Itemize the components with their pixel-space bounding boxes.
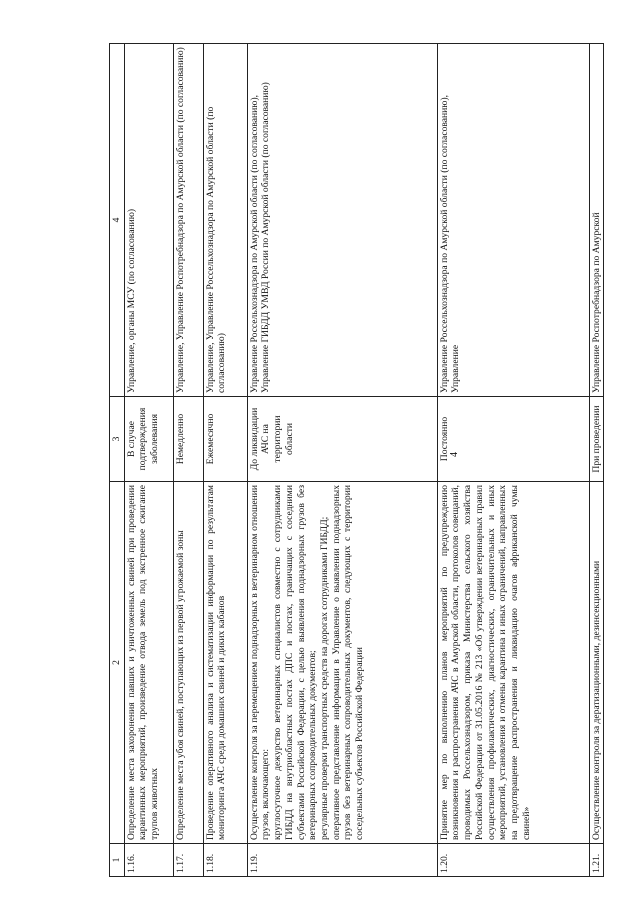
table-row bbox=[203, 44, 247, 877]
action-paragraph: Осуществление контроля за перемещением поднадзорных в ветеринарном отношении грузов, включающего: bbox=[248, 485, 272, 840]
row-term: Ежемесячно bbox=[203, 397, 247, 482]
table-row bbox=[124, 44, 173, 877]
header-col-1: 1 bbox=[110, 844, 125, 877]
rotated-table-container bbox=[109, 44, 601, 877]
row-number: 1.19. bbox=[247, 844, 437, 877]
row-executor: Управление Роспотребнадзора по Амурской bbox=[589, 44, 604, 397]
row-term: В случае подтверждения заболевания bbox=[124, 397, 173, 482]
row-action: Проведение оперативного анализа и систематизации информации по результатам мониторинга АЧС среди домашних свиней и диких кабанов bbox=[203, 482, 247, 844]
row-number: 1.17. bbox=[173, 844, 203, 877]
table-row bbox=[589, 44, 604, 877]
row-term: Постоянно bbox=[437, 397, 589, 482]
table-row bbox=[437, 44, 589, 877]
row-term: Немедленно bbox=[173, 397, 203, 482]
action-paragraph: оперативное представление информации в Управление о выявлении поднадзорных грузов без ветеринарных сопроводительных документов, следующих с территории соседельных субъектов Российской Федерации bbox=[330, 485, 366, 840]
row-action bbox=[247, 482, 437, 844]
row-action: Определение места убоя свиней, поступающих из первой угрожаемой зоны bbox=[173, 482, 203, 844]
row-number: 1.21. bbox=[589, 844, 604, 877]
table-row bbox=[173, 44, 203, 877]
header-col-2: 2 bbox=[110, 482, 125, 844]
row-executor: Управление Россельхознадзора по Амурской области (по согласованию), Управление bbox=[437, 44, 589, 397]
row-action: Принятие мер по выполнению планов мероприятий по предупреждению возникновения и распространения АЧС в Амурской области, протоколов совещаний, проводимых Россельхознадзором, приказа Министерства сельского хозяйства Российской Федерации от 31.05.2016 № 213 «Об утверждении ветеринарных правил осуществления профилактических, диагностических, ограничительных и иных мероприятий, установления и отмены карантина и иных ограничений, направленных на предотвращение распространения и ликвидацию очагов африканской чумы свиней» bbox=[437, 482, 589, 844]
header-col-3: 3 bbox=[110, 397, 125, 482]
table-row bbox=[247, 44, 437, 877]
row-action: Осуществление контроля за дератизационными, дезинсекционными bbox=[589, 482, 604, 844]
header-col-4: 4 bbox=[110, 44, 125, 397]
row-term: До ликвидации АЧС на территории области bbox=[247, 397, 437, 482]
row-number: 1.20. bbox=[437, 844, 589, 877]
action-paragraph: регулярные проверки транспортных средств на дорогах сотрудниками ГИБДД; bbox=[318, 516, 330, 840]
row-executor: Управление Россельхознадзора по Амурской области (по согласованию), Управление ГИБДД УМВД России по Амурской области (по согласованию) bbox=[247, 44, 437, 397]
table-header-row bbox=[110, 44, 125, 877]
measures-table bbox=[109, 43, 604, 877]
row-action: Определение места захоронения павших и уничтоженных свиней при проведении карантинных мероприятий, произведение отвода земель под экстренное сжигание трупов животных bbox=[124, 482, 173, 844]
row-term: При проведении bbox=[589, 397, 604, 482]
row-number: 1.16. bbox=[124, 844, 173, 877]
row-number: 1.18. bbox=[203, 844, 247, 877]
row-executor: Управление, Управление Роспотребнадзора по Амурской области (по согласованию) bbox=[173, 44, 203, 397]
row-executor: Управление, органы МСУ (по согласованию) bbox=[124, 44, 173, 397]
action-paragraph: круглосуточное дежурство ветеринарных специалистов совместно с сотрудниками ГИБДД на внутриобластных постах ДПС и постах, граничащих с соседними субъектами Российской Федерации, с целью выявления поднадзорных грузов без ветеринарных сопроводительных документов; bbox=[272, 485, 319, 840]
row-executor: Управление, Управление Россельхознадзора по Амурской области (по согласованию) bbox=[203, 44, 247, 397]
page-number: 4 bbox=[449, 452, 460, 457]
